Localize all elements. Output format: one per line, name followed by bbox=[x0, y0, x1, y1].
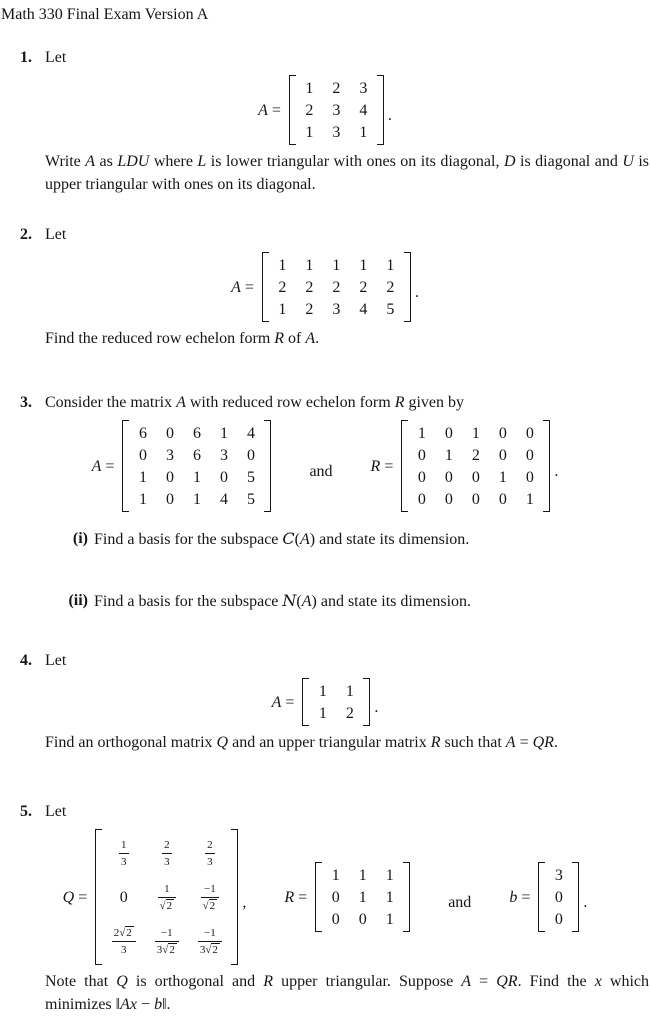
problem-1-body: Write A as LDU where L is lower triangular with ones on its diagonal, D is diagonal and U is upper triangular with ones on its diagonal. bbox=[45, 153, 650, 193]
equation-lhs: b = bbox=[509, 888, 531, 906]
matrix-cell: 1 bbox=[305, 256, 314, 274]
matrix-cell: 0 bbox=[444, 490, 453, 508]
matrix-row bbox=[269, 254, 404, 276]
problem-5 bbox=[0, 800, 650, 1016]
matrix-cell: 4 bbox=[246, 424, 255, 442]
connector-text: and bbox=[309, 462, 333, 480]
matrix-cell: 1 bbox=[305, 123, 314, 141]
matrix-row bbox=[408, 488, 543, 510]
equation-group bbox=[371, 420, 559, 512]
matrix-row bbox=[296, 99, 377, 121]
matrix-cell: 1 bbox=[386, 256, 395, 274]
matrix-row bbox=[322, 864, 403, 886]
matrix-cell: 1 bbox=[358, 866, 367, 884]
matrix-grid bbox=[309, 680, 363, 724]
matrix-cell: 3 bbox=[219, 446, 228, 464]
matrix-grid bbox=[129, 422, 264, 510]
matrix-cell: 0 bbox=[246, 446, 255, 464]
problem-3 bbox=[0, 391, 650, 613]
problem-3-parts bbox=[45, 527, 650, 613]
equation-lhs: Q = bbox=[62, 888, 88, 906]
matrix-cell: 1 bbox=[331, 866, 340, 884]
page-title: Math 330 Final Exam Version A bbox=[1, 6, 209, 23]
matrix-cell: 0 bbox=[165, 424, 174, 442]
fraction: $\frac{1}{3}$ bbox=[121, 838, 127, 868]
matrix-cell: 0 bbox=[471, 490, 480, 508]
problem-lead: Let bbox=[45, 49, 67, 66]
matrix-cell bbox=[102, 919, 145, 963]
matrix-cell: 3 bbox=[359, 79, 368, 97]
matrix-grid bbox=[545, 864, 572, 930]
matrix-cell: 1 bbox=[318, 682, 327, 700]
equation-group bbox=[63, 829, 247, 965]
part-i bbox=[45, 527, 650, 551]
matrix-cell: 3 bbox=[332, 123, 341, 141]
problem-number: 4. bbox=[20, 652, 32, 669]
matrix-row bbox=[408, 466, 543, 488]
matrix-row bbox=[102, 875, 231, 919]
matrix-row bbox=[296, 77, 377, 99]
matrix-cell: 3 bbox=[554, 866, 563, 884]
matrix-cell: 1 bbox=[525, 490, 534, 508]
matrix-grid bbox=[322, 864, 403, 930]
matrix bbox=[262, 252, 411, 322]
matrix-cell: 1 bbox=[278, 256, 287, 274]
matrix-cell: 6 bbox=[138, 424, 147, 442]
matrix-cell: 2 bbox=[359, 278, 368, 296]
matrix-cell: 0 bbox=[331, 910, 340, 928]
matrix-cell: 0 bbox=[498, 424, 507, 442]
matrix-row bbox=[309, 680, 363, 702]
part-text: Find a basis for the subspace C(A) and state its dimension. bbox=[94, 529, 470, 548]
matrix bbox=[289, 75, 384, 145]
matrix-grid bbox=[269, 254, 404, 320]
matrix-row bbox=[129, 466, 264, 488]
problem-1-heading bbox=[20, 46, 650, 69]
matrix-grid bbox=[408, 422, 543, 510]
display-equation-1 bbox=[0, 75, 650, 145]
matrix-cell: 4 bbox=[359, 101, 368, 119]
matrix-cell bbox=[188, 919, 231, 963]
problem-2 bbox=[0, 223, 650, 350]
matrix-cell: 2 bbox=[386, 278, 395, 296]
fraction: $\frac{2√2}{3}$ bbox=[112, 927, 136, 956]
matrix bbox=[122, 420, 271, 512]
matrix-cell: 1 bbox=[345, 682, 354, 700]
matrix-cell: 0 bbox=[444, 424, 453, 442]
problem-5-body: Note that Q is orthogonal and R upper triangular. Suppose A = QR. Find the x which minimizes ‖Ax − b‖. bbox=[45, 973, 649, 1013]
matrix-cell: 1 bbox=[444, 446, 453, 464]
sqrt-icon: √2 bbox=[159, 899, 173, 912]
problem-number: 2. bbox=[20, 226, 32, 243]
matrix bbox=[302, 678, 370, 726]
matrix-cell: 1 bbox=[138, 490, 147, 508]
matrix-cell bbox=[188, 875, 231, 919]
sqrt-icon: √2 bbox=[205, 943, 218, 956]
matrix-cell: 4 bbox=[219, 490, 228, 508]
matrix-cell: 1 bbox=[471, 424, 480, 442]
problem-1 bbox=[0, 46, 650, 196]
matrix bbox=[401, 420, 550, 512]
matrix-cell: 0 bbox=[417, 468, 426, 486]
matrix-grid bbox=[296, 77, 377, 143]
matrix-cell: 0 bbox=[471, 468, 480, 486]
equation-suffix: . bbox=[414, 283, 419, 301]
matrix-cell: 2 bbox=[345, 704, 354, 722]
matrix-cell: 1 bbox=[192, 468, 201, 486]
matrix-row bbox=[129, 444, 264, 466]
equation-group bbox=[258, 75, 392, 145]
matrix-cell: 0 bbox=[498, 490, 507, 508]
matrix-cell: 1 bbox=[138, 468, 147, 486]
equation-group bbox=[509, 862, 587, 932]
matrix bbox=[315, 862, 410, 932]
problem-number: 3. bbox=[20, 394, 32, 411]
part-label: (ii) bbox=[68, 592, 88, 609]
equation-group bbox=[272, 678, 379, 726]
fraction: $\frac{2}{3}$ bbox=[164, 838, 170, 868]
matrix-cell: 5 bbox=[246, 468, 255, 486]
matrix-grid bbox=[102, 831, 231, 963]
connector-text: and bbox=[448, 893, 472, 911]
display-equation-2 bbox=[0, 252, 650, 322]
matrix-cell: 0 bbox=[165, 490, 174, 508]
matrix-cell: 2 bbox=[471, 446, 480, 464]
matrix-row bbox=[408, 444, 543, 466]
matrix-cell: 1 bbox=[318, 704, 327, 722]
equation-suffix: . bbox=[583, 893, 588, 911]
matrix bbox=[538, 862, 579, 932]
fraction: $\frac{-1}{√2}$ bbox=[201, 883, 220, 912]
part-text: Find a basis for the subspace N(A) and state its dimension. bbox=[94, 591, 472, 610]
matrix-cell: 1 bbox=[305, 79, 314, 97]
matrix-cell: 2 bbox=[305, 101, 314, 119]
matrix-row bbox=[408, 422, 543, 444]
problem-4-heading bbox=[20, 649, 650, 672]
problem-5-heading bbox=[20, 800, 650, 823]
problem-2-body: Find the reduced row echelon form R of A. bbox=[45, 330, 320, 347]
matrix-cell bbox=[145, 875, 188, 919]
matrix-cell: 2 bbox=[332, 79, 341, 97]
matrix-cell: 2 bbox=[332, 278, 341, 296]
matrix-cell: 0 bbox=[331, 888, 340, 906]
matrix-cell: 0 bbox=[554, 910, 563, 928]
matrix-cell: 2 bbox=[305, 278, 314, 296]
matrix-cell: 1 bbox=[332, 256, 341, 274]
sqrt-icon: √2 bbox=[119, 926, 132, 939]
display-equation-4 bbox=[0, 678, 650, 726]
equation-suffix: . bbox=[554, 462, 559, 480]
matrix-cell: 0 bbox=[165, 468, 174, 486]
matrix-cell: 1 bbox=[359, 123, 368, 141]
problem-lead: Let bbox=[45, 652, 67, 669]
part-label: (i) bbox=[72, 530, 88, 547]
matrix-row bbox=[309, 702, 363, 724]
part-ii bbox=[45, 589, 650, 613]
problem-lead: Let bbox=[45, 803, 67, 820]
equation-lhs: A = bbox=[258, 101, 281, 119]
matrix-cell: 0 bbox=[525, 468, 534, 486]
matrix-cell: 0 bbox=[138, 446, 147, 464]
problem-3-heading bbox=[20, 391, 650, 414]
matrix-cell bbox=[102, 831, 145, 875]
matrix-cell: 3 bbox=[332, 300, 341, 318]
fraction: $\frac{-1}{3√2}$ bbox=[155, 927, 179, 956]
matrix-row bbox=[322, 886, 403, 908]
matrix-row bbox=[545, 908, 572, 930]
problem-lead: Let bbox=[45, 226, 67, 243]
matrix-cell: 0 bbox=[219, 468, 228, 486]
fraction: $\frac{1}{√2}$ bbox=[158, 883, 177, 912]
matrix-row bbox=[102, 831, 231, 875]
matrix-row bbox=[545, 886, 572, 908]
matrix-cell: 6 bbox=[192, 424, 201, 442]
matrix-cell: 1 bbox=[278, 300, 287, 318]
matrix-cell: 1 bbox=[385, 910, 394, 928]
matrix-cell: 2 bbox=[278, 278, 287, 296]
matrix-row bbox=[269, 276, 404, 298]
fraction: $\frac{-1}{3√2}$ bbox=[198, 927, 222, 956]
problem-2-heading bbox=[20, 223, 650, 246]
equation-group bbox=[92, 420, 272, 512]
sqrt-icon: √2 bbox=[202, 899, 216, 912]
matrix-cell: 0 bbox=[417, 446, 426, 464]
problem-4 bbox=[0, 649, 650, 754]
matrix-cell: 6 bbox=[192, 446, 201, 464]
matrix-row bbox=[129, 488, 264, 510]
equation-suffix: . bbox=[374, 698, 379, 716]
display-equation-5 bbox=[0, 829, 650, 965]
matrix-cell: 1 bbox=[192, 490, 201, 508]
matrix-cell: 0 bbox=[554, 888, 563, 906]
matrix-cell: 3 bbox=[332, 101, 341, 119]
matrix-cell: 1 bbox=[385, 866, 394, 884]
matrix-cell: 5 bbox=[246, 490, 255, 508]
matrix-cell: 0 bbox=[525, 424, 534, 442]
matrix-cell: 4 bbox=[359, 300, 368, 318]
equation-lhs: R = bbox=[370, 457, 394, 475]
equation-suffix: . bbox=[387, 106, 392, 124]
matrix-cell: 0 bbox=[525, 446, 534, 464]
equation-suffix: , bbox=[242, 893, 247, 911]
fraction: $\frac{2}{3}$ bbox=[207, 838, 213, 868]
matrix-cell: 1 bbox=[498, 468, 507, 486]
matrix-cell bbox=[145, 919, 188, 963]
matrix-cell: 1 bbox=[359, 256, 368, 274]
matrix-cell: 3 bbox=[165, 446, 174, 464]
matrix-row bbox=[129, 422, 264, 444]
problem-number: 1. bbox=[20, 49, 32, 66]
matrix-cell: 0 bbox=[358, 910, 367, 928]
equation-group bbox=[284, 862, 410, 932]
matrix bbox=[95, 829, 238, 965]
matrix-cell: 1 bbox=[385, 888, 394, 906]
matrix-row bbox=[102, 919, 231, 963]
matrix-row bbox=[296, 121, 377, 143]
matrix-cell: 0 bbox=[417, 490, 426, 508]
equation-lhs: A = bbox=[91, 457, 115, 475]
matrix-cell bbox=[145, 831, 188, 875]
matrix-cell: 2 bbox=[305, 300, 314, 318]
matrix-cell: 0 bbox=[444, 468, 453, 486]
matrix-row bbox=[322, 908, 403, 930]
matrix-row bbox=[269, 298, 404, 320]
sqrt-icon: √2 bbox=[162, 943, 175, 956]
matrix-cell: 0 bbox=[119, 888, 128, 906]
equation-group bbox=[231, 252, 419, 322]
matrix-cell: 0 bbox=[498, 446, 507, 464]
matrix-cell: 1 bbox=[219, 424, 228, 442]
matrix-cell: 1 bbox=[417, 424, 426, 442]
problem-lead: Consider the matrix A with reduced row echelon form R given by bbox=[45, 394, 465, 411]
matrix-cell: 5 bbox=[386, 300, 395, 318]
equation-lhs: R = bbox=[284, 888, 308, 906]
matrix-cell bbox=[188, 831, 231, 875]
problem-number: 5. bbox=[20, 803, 32, 820]
matrix-row bbox=[545, 864, 572, 886]
display-equation-3 bbox=[0, 420, 650, 512]
matrix-cell: 1 bbox=[358, 888, 367, 906]
problem-4-body: Find an orthogonal matrix Q and an upper triangular matrix R such that A = QR. bbox=[45, 734, 558, 751]
equation-lhs: A = bbox=[271, 693, 295, 711]
equation-lhs: A = bbox=[231, 278, 254, 296]
